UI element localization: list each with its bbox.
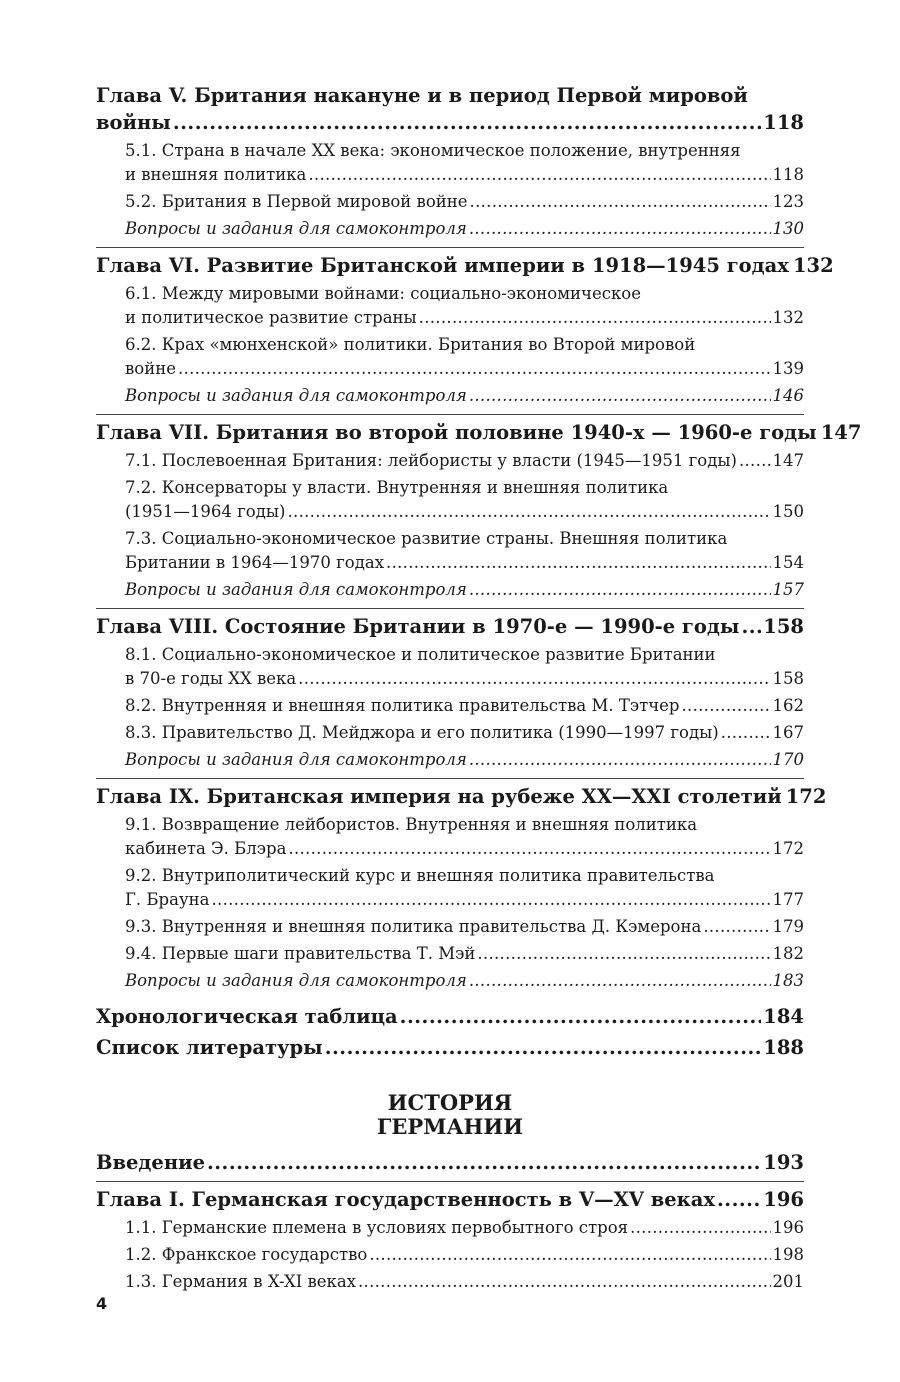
- page-ref: 157: [772, 580, 804, 599]
- chapter-heading[interactable]: [96, 82, 804, 136]
- chapter-heading[interactable]: [96, 1186, 804, 1213]
- page-ref: 162: [772, 696, 804, 715]
- toc-chapter: [96, 613, 804, 779]
- chapter-title-line: Глава V. Британия накануне и в период Первой мировой: [96, 84, 748, 107]
- toc-subentry[interactable]: [96, 694, 804, 718]
- page-ref: 172: [772, 839, 804, 858]
- page-ref: 201: [772, 1272, 804, 1291]
- chapter-title-line: Глава IX. Британская империя на рубеже XX—XXI столетий: [96, 785, 782, 808]
- dot-leader: [173, 109, 761, 136]
- entry-title-line: 1.3. Германия в X-XI веках: [125, 1272, 356, 1291]
- toc-questions-entry[interactable]: [96, 217, 804, 241]
- entry-title-line: Вопросы и задания для самоконтроля: [125, 971, 467, 990]
- page-ref: 132: [792, 254, 834, 277]
- chapter-title-line: Глава I. Германская государственность в V—XV веках: [96, 1188, 715, 1211]
- toc-subentry[interactable]: [96, 282, 804, 330]
- entry-title-line: Хронологическая таблица: [96, 1005, 398, 1028]
- page-ref: 170: [772, 750, 804, 769]
- dot-leader: [358, 1270, 771, 1294]
- page-ref: 193: [763, 1151, 804, 1174]
- dot-leader: [741, 613, 761, 640]
- entry-title-line: 8.3. Правительство Д. Мейджора и его политика (1990—1997 годы): [125, 723, 719, 742]
- entry-title-line: (1951—1964 годы): [125, 502, 286, 521]
- page-number: 4: [96, 1294, 108, 1313]
- entry-title-line: Вопросы и задания для самоконтроля: [125, 386, 467, 405]
- page-ref: 118: [772, 165, 804, 184]
- entry-title-line: 5.2. Британия в Первой мировой войне: [125, 192, 468, 211]
- toc-subentry[interactable]: [96, 1270, 804, 1294]
- dot-leader: [178, 357, 771, 381]
- toc-subentry[interactable]: [96, 643, 804, 691]
- toc-questions-entry[interactable]: [96, 969, 804, 993]
- page-ref: 150: [772, 502, 804, 521]
- toc-questions-entry[interactable]: [96, 578, 804, 602]
- dot-leader: [419, 306, 771, 330]
- page-ref: 139: [772, 359, 804, 378]
- page-ref: 198: [772, 1245, 804, 1264]
- intro-entry[interactable]: [96, 1149, 804, 1176]
- toc-chapter: [96, 252, 834, 415]
- entry-title-line: 8.1. Социально-экономическое и политическое развитие Британии: [125, 645, 716, 664]
- page-ref: 182: [772, 944, 804, 963]
- entry-title-line: 9.2. Внутриполитический курс и внешняя политика правительства: [125, 866, 715, 885]
- chronology-entry[interactable]: [96, 1003, 804, 1030]
- chapter-heading[interactable]: [96, 613, 804, 640]
- toc-subentry[interactable]: [96, 527, 804, 575]
- dot-leader: [469, 748, 771, 772]
- entry-title-line: в 70-е годы XX века: [125, 669, 297, 688]
- page-ref: 130: [772, 219, 804, 238]
- toc-subentry[interactable]: [96, 942, 804, 966]
- chapter-title-line: Глава VIII. Состояние Британии в 1970-е — 1990-е годы: [96, 615, 740, 638]
- entry-title-line: 8.2. Внутренняя и внешняя политика правительства М. Тэтчер: [125, 696, 680, 715]
- entry-title-line: 5.1. Страна в начале XX века: экономическое положение, внутренняя: [125, 141, 741, 160]
- section-title-line: ГЕРМАНИИ: [376, 1114, 524, 1139]
- chapter-title-line: Глава VII. Британия во второй половине 1940-х — 1960-е годы: [96, 421, 817, 444]
- page-ref: 146: [772, 386, 804, 405]
- dot-leader: [739, 449, 771, 473]
- toc-subentry[interactable]: [96, 915, 804, 939]
- entry-title-line: Вопросы и задания для самоконтроля: [125, 219, 467, 238]
- toc-subentry[interactable]: [96, 190, 804, 214]
- entry-title-line: войне: [125, 359, 176, 378]
- dot-leader: [477, 942, 770, 966]
- page-ref: 158: [772, 669, 804, 688]
- entry-title-line: и политическое развитие страны: [125, 308, 417, 327]
- section-title: [96, 1091, 804, 1139]
- page-ref: 132: [772, 308, 804, 327]
- page-ref: 123: [772, 192, 804, 211]
- toc-intro: [96, 1149, 804, 1182]
- dot-leader: [469, 384, 771, 408]
- toc-chapter: [96, 783, 827, 999]
- entry-title-line: и внешняя политика: [125, 165, 307, 184]
- toc-chapter: [96, 1186, 804, 1300]
- entry-title-line: 6.1. Между мировыми войнами: социально-экономическое: [125, 284, 641, 303]
- table-of-contents: [96, 82, 862, 1304]
- page-ref: 179: [772, 917, 804, 936]
- page-ref: 147: [820, 421, 862, 444]
- dot-leader: [308, 163, 770, 187]
- toc-chapter: [96, 82, 804, 248]
- page-ref: 196: [772, 1218, 804, 1237]
- dot-leader: [298, 667, 770, 691]
- dot-leader: [469, 578, 771, 602]
- toc-subentry[interactable]: [96, 864, 804, 912]
- toc-subentry[interactable]: [96, 1243, 804, 1267]
- entry-title-line: Британии в 1964—1970 годах: [125, 553, 385, 572]
- dot-leader: [703, 915, 770, 939]
- entry-title-line: 1.2. Франкское государство: [125, 1245, 368, 1264]
- chapter-heading[interactable]: [96, 419, 862, 446]
- dot-leader: [469, 217, 771, 241]
- entry-title-line: 6.2. Крах «мюнхенской» политики. Британия во Второй мировой: [125, 335, 696, 354]
- entry-title-line: 7.3. Социально-экономическое развитие страны. Внешняя политика: [125, 529, 728, 548]
- chapter-heading[interactable]: [96, 783, 827, 810]
- dot-leader: [211, 888, 770, 912]
- page-ref: 188: [763, 1036, 804, 1059]
- dot-leader: [207, 1149, 761, 1176]
- dot-leader: [470, 190, 771, 214]
- page-ref: 196: [763, 1188, 804, 1211]
- dot-leader: [717, 1186, 761, 1213]
- page-ref: 118: [763, 111, 804, 134]
- entry-title-line: Вопросы и задания для самоконтроля: [125, 580, 467, 599]
- dot-leader: [325, 1034, 762, 1061]
- page-ref: 172: [785, 785, 827, 808]
- dot-leader: [386, 551, 770, 575]
- toc-subentry[interactable]: [96, 1216, 804, 1240]
- page-ref: 158: [763, 615, 804, 638]
- chapter-heading[interactable]: [96, 252, 834, 279]
- section-title-line: ИСТОРИЯ: [387, 1090, 513, 1115]
- page-ref: 184: [763, 1005, 804, 1028]
- toc-chapter: [96, 419, 862, 609]
- toc-subentry[interactable]: [96, 813, 804, 861]
- dot-leader: [630, 1216, 770, 1240]
- entry-title-line: 7.2. Консерваторы у власти. Внутренняя и внешняя политика: [125, 478, 669, 497]
- entry-title-line: кабинета Э. Блэра: [125, 839, 287, 858]
- dot-leader: [681, 694, 770, 718]
- entry-title-line: 9.1. Возвращение лейбористов. Внутренняя и внешняя политика: [125, 815, 698, 834]
- page-ref: 183: [772, 971, 804, 990]
- literature-entry[interactable]: [96, 1034, 804, 1061]
- entry-title-line: Список литературы: [96, 1036, 323, 1059]
- entry-title-line: 9.3. Внутренняя и внешняя политика правительства Д. Кэмерона: [125, 917, 702, 936]
- toc-subentry[interactable]: [96, 476, 804, 524]
- dot-leader: [287, 500, 770, 524]
- page-ref: 167: [772, 723, 804, 742]
- dot-leader: [288, 837, 770, 861]
- chapter-title-line: войны: [96, 111, 171, 134]
- toc-subentry[interactable]: [96, 139, 804, 187]
- dot-leader: [469, 969, 771, 993]
- chapter-title-line: Глава VI. Развитие Британской империи в 1918—1945 годах: [96, 254, 789, 277]
- entry-title-line: Г. Брауна: [125, 890, 210, 909]
- toc-questions-entry[interactable]: [96, 384, 804, 408]
- toc-questions-entry[interactable]: [96, 748, 804, 772]
- toc-subentry[interactable]: [96, 721, 804, 745]
- toc-subentry[interactable]: [96, 333, 804, 381]
- dot-leader: [400, 1003, 762, 1030]
- entry-title-line: Введение: [96, 1151, 205, 1174]
- page-ref: 177: [772, 890, 804, 909]
- entry-title-line: Вопросы и задания для самоконтроля: [125, 750, 467, 769]
- entry-title-line: 7.1. Послевоенная Британия: лейбористы у власти (1945—1951 годы): [125, 451, 737, 470]
- entry-title-line: 1.1. Германские племена в условиях первобытного строя: [125, 1218, 629, 1237]
- toc-subentry[interactable]: [96, 449, 804, 473]
- page-ref: 154: [772, 553, 804, 572]
- dot-leader: [721, 721, 771, 745]
- entry-title-line: 9.4. Первые шаги правительства Т. Мэй: [125, 944, 476, 963]
- page-ref: 147: [772, 451, 804, 470]
- dot-leader: [369, 1243, 770, 1267]
